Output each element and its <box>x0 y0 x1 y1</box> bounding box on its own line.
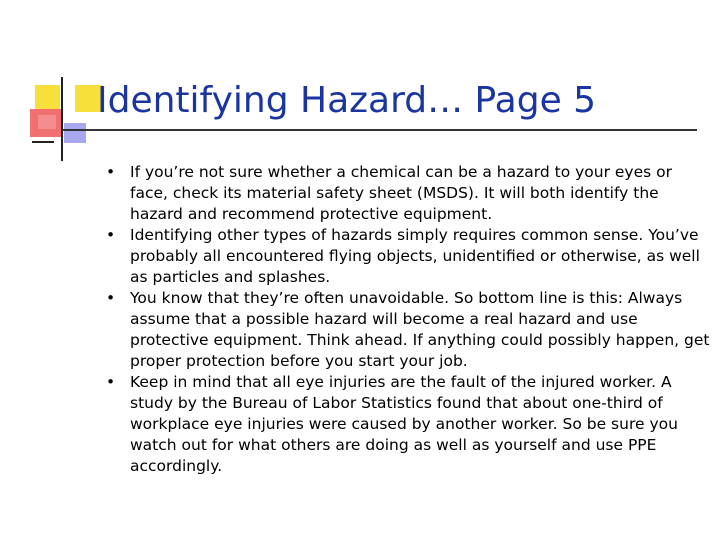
bullet-list <box>103 162 713 477</box>
bullet-item <box>103 225 713 288</box>
bullet-item <box>103 162 713 225</box>
bullet-item <box>103 372 713 477</box>
slide-body <box>103 162 713 477</box>
bullet-icon: • <box>106 226 116 244</box>
bullet-text: If you’re not sure whether a chemical can be a hazard to your eyes or face, check its material safety sheet (MSDS). It will both identify the hazard and recommend protective equipment. <box>130 163 672 223</box>
bullet-icon: • <box>106 373 116 391</box>
bullet-text: Identifying other types of hazards simply requires common sense. You’ve probably all encountered flying objects, unidentified or otherwise, as well as particles and splashes. <box>130 226 700 286</box>
bullet-item <box>103 288 713 372</box>
title-divider <box>62 129 697 131</box>
bullet-icon: • <box>106 289 116 307</box>
bullet-icon: • <box>106 163 116 181</box>
bullet-text: Keep in mind that all eye injuries are the fault of the injured worker. A study by the Bureau of Labor Statistics found that about one-third of workplace eye injuries were caused by another worker. So be sure you watch out for what others are doing as well as yourself and use PPE accordingly. <box>130 373 678 475</box>
slide-title: Identifying Hazard… Page 5 <box>97 80 597 121</box>
bullet-text: You know that they’re often unavoidable. So bottom line is this: Always assume that a possible hazard will become a real hazard and use protective equipment. Think ahead. If anything could possibly happen, get proper protection before you start your job. <box>130 289 710 370</box>
